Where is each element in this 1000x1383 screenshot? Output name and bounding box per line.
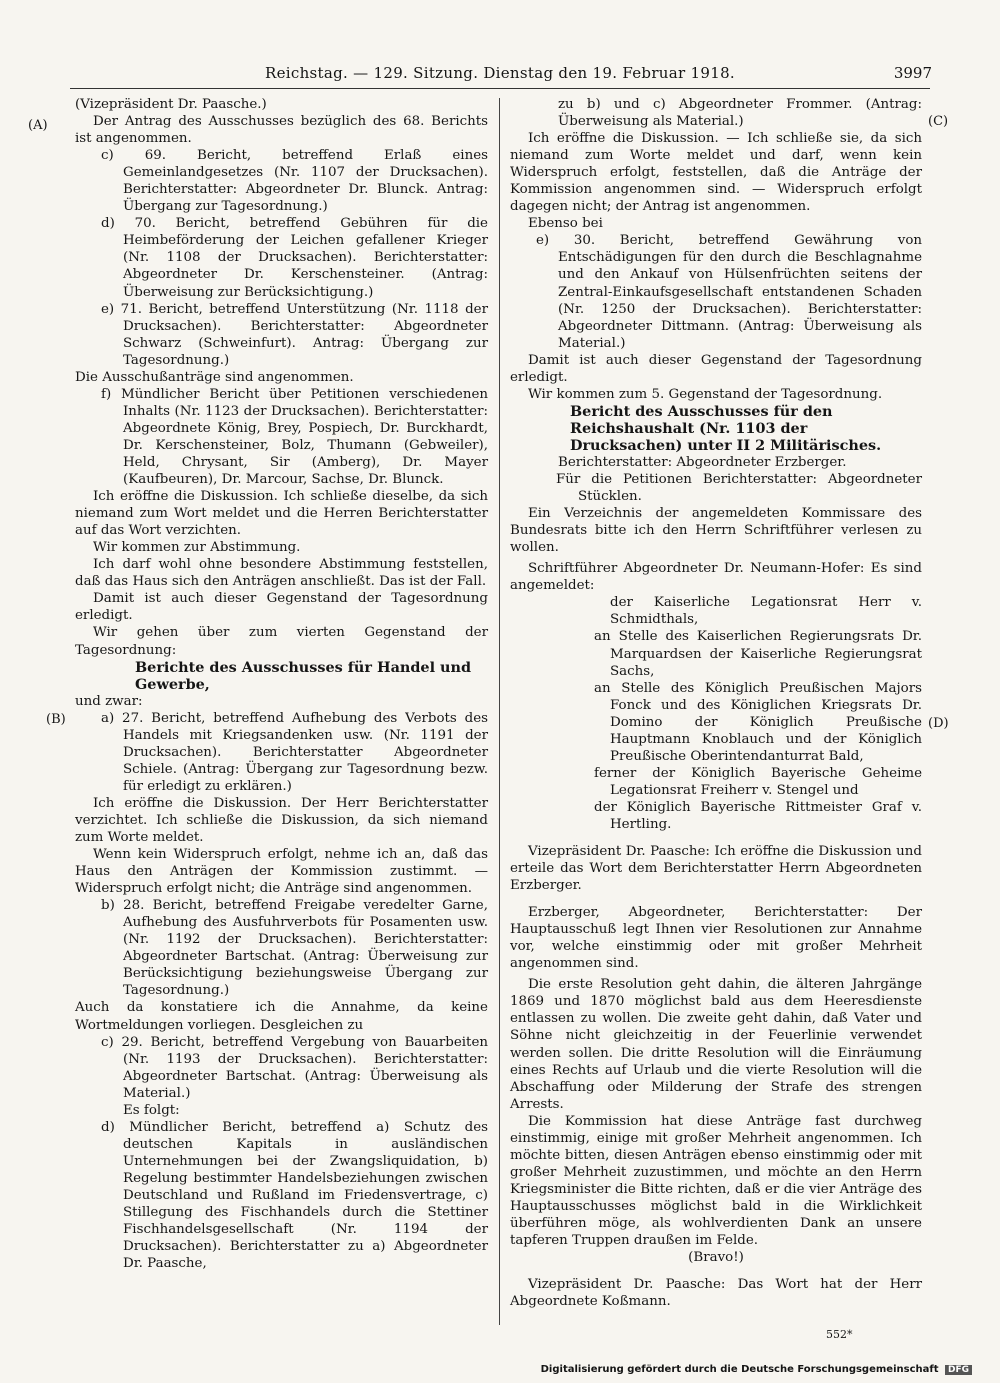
paragraph: Ich darf wohl ohne besondere Abstimmung feststellen, daß das Haus sich den Anträgen anschließt. Das ist der Fall. <box>75 557 488 590</box>
credit-text: Digitalisierung gefördert durch die Deutsche Forschungsgemeinschaft <box>540 1364 939 1375</box>
report-item: f) Mündlicher Bericht über Petitionen verschiedenen Inhalts (Nr. 1123 der Drucksachen). Berichterstatter: Abgeordnete König, Brey, Pospiech, Dr. Burckhardt, Dr. Kerschensteiner, Bolz, Thumann (Gebweiler), Held, Chrysant, Sir (Amberg), Dr. Mayer (Kaufbeuren), Dr. Marcour, Sachse, Dr. Blunck. <box>101 386 488 488</box>
speaker-paragraph: Erzberger, Abgeordneter, Berichterstatter: Der Hauptausschuß legt Ihnen vier Resolutionen zur Annahme vor, welche einstimmig oder mit großer Mehrheit angenommen sind. <box>510 905 922 972</box>
paragraph: Wir kommen zur Abstimmung. <box>93 540 301 556</box>
sheet-number: 552* <box>826 1328 853 1341</box>
list-item: an Stelle des Kaiserlichen Regierungsrats Dr. Marquardsen der Kaiserliche Regierungsrat Sachs, <box>594 629 922 679</box>
report-item: c) 29. Bericht, betreffend Vergebung von Bauarbeiten (Nr. 1193 der Drucksachen). Berichterstatter: Abgeordneter Bartschat. (Antrag: Überweisung als Material.) <box>101 1034 488 1101</box>
list-item: an Stelle des Königlich Preußischen Majors Fonck und des Königlichen Kriegsrats Dr. Domino der Königlich Preußische Hauptmann Knoblauch und der Königlich Preußische Oberintendanturrat Bald, <box>594 680 922 764</box>
page-number: 3997 <box>893 64 932 82</box>
report-item: d) Mündlicher Bericht, betreffend a) Schutz des deutschen Kapitals in ausländischen Unternehmungen bei der Zwangsliquidation, b) Regelung bestimmter Handelsbeziehungen zwischen Deutschland und Rußland im Friedensvertrage, c) Stillegung des Fischhandels durch die Stettiner Fischhandelsgesellschaft (Nr. 1194 der Drucksachen). Berichterstatter zu a) Abgeordneter Dr. Paasche, <box>101 1119 488 1272</box>
right-column <box>510 96 922 1310</box>
paragraph: Es folgt: <box>123 1102 180 1118</box>
report-item: a) 27. Bericht, betreffend Aufhebung des Verbots des Handels mit Kriegsandenken usw. (Nr. 1191 der Drucksachen). Berichterstatter Abgeordneter Schiele. (Antrag: Übergang zur Tagesordnung bezw. für erledigt zu erklären.) <box>101 710 488 794</box>
paragraph: Ein Verzeichnis der angemeldeten Kommissare des Bundesrats bitte ich den Herrn Schriftführer verlesen zu wollen. <box>510 506 922 556</box>
report-item: e) 30. Bericht, betreffend Gewährung von Entschädigungen für den durch die Beschlagnahme und den Ankauf von Hülsenfrüchten seitens der Zentral-Einkaufsgesellschaft entstandenen Schaden (Nr. 1250 der Drucksachen). Berichterstatter: Abgeordneter Dittmann. (Antrag: Überweisung als Material.) <box>536 233 922 351</box>
digitization-credit <box>541 1364 972 1375</box>
paragraph: Die Kommission hat diese Anträge fast durchweg einstimmig, einige mit großer Mehrheit angenommen. Ich möchte bitten, diesen Anträgen ebenso einstimmig oder mit großer Mehrheit zuzustimmen, und möchte an den Herrn Kriegsminister die Bitte richten, daß er die vier Anträge des Hauptausschusses möglichst bald in die Wirklichkeit überführen möge, als wohlverdienten Dank an unsere tapferen Truppen draußen im Felde. <box>510 1113 922 1249</box>
speaker-paragraph: Schriftführer Abgeordneter Dr. Neumann-Hofer: Es sind angemeldet: <box>510 561 922 594</box>
report-item: b) 28. Bericht, betreffend Freigabe veredelter Garne, Aufhebung des Ausfuhrverbots für Posamenten usw. (Nr. 1192 der Drucksachen). Berichterstatter: Abgeordneter Bartschat. (Antrag: Überweisung zur Berücksichtigung beziehungsweise Übergang zur Tagesordnung.) <box>101 898 488 999</box>
paragraph: Die erste Resolution geht dahin, die älteren Jahrgänge 1869 und 1870 möglichst bald aus dem Heeresdienste entlassen zu wollen. Die zweite geht dahin, daß Vater und Söhne nicht gleichzeitig in der Feuerlinie verwendet werden sollen. Die dritte Resolution will die Einräumung eines Rechts auf Urlaub und die vierte Resolution will die Abschaffung oder Milderung der Strafe des strengen Arrests. <box>510 977 922 1112</box>
paragraph: Die Ausschußanträge sind angenommen. <box>75 369 354 385</box>
paragraph: Damit ist auch dieser Gegenstand der Tagesordnung erledigt. <box>510 352 922 385</box>
running-header <box>70 62 930 89</box>
report-item-continued: zu b) und c) Abgeordneter Frommer. (Antrag: Überweisung als Material.) <box>558 97 922 130</box>
section-heading: Bericht des Ausschusses für den Reichshaushalt (Nr. 1103 der Drucksachen) unter II 2 Militärisches. <box>570 402 882 454</box>
margin-mark-a: (A) <box>28 118 48 133</box>
paragraph: Für die Petitionen Berichterstatter: Abgeordneter Stücklen. <box>556 472 922 505</box>
paragraph: Ich eröffne die Diskussion. Der Herr Berichterstatter verzichtet. Ich schließe die Diskussion, da sich niemand zum Worte meldet. <box>75 795 488 846</box>
paragraph: Ich eröffne die Diskussion. Ich schließe dieselbe, da sich niemand zum Wort meldet und die Herren Berichterstatter auf das Wort verzichten. <box>75 489 488 539</box>
speaker-paragraph: Vizepräsident Dr. Paasche: Ich eröffne die Diskussion und erteile das Wort dem Berichterstatter Herrn Abgeordneten Erzberger. <box>510 844 922 894</box>
report-item: e) 71. Bericht, betreffend Unterstützung (Nr. 1118 der Drucksachen). Berichterstatter: Abgeordneter Schwarz (Schweinfurt). Antrag: Übergang zur Tagesordnung.) <box>101 301 488 368</box>
paragraph: Ebenso bei <box>528 216 603 232</box>
paragraph: Der Antrag des Ausschusses bezüglich des 68. Berichts ist angenommen. <box>75 114 488 147</box>
margin-mark-b: (B) <box>46 712 66 727</box>
column-divider <box>499 98 500 1325</box>
list-item: der Kaiserliche Legationsrat Herr v. Schmidthals, <box>610 595 922 628</box>
header-title: Reichstag. — 129. Sitzung. Dienstag den 19. Februar 1918. <box>265 64 735 82</box>
paragraph: Berichterstatter: Abgeordneter Erzberger. <box>558 454 847 470</box>
paragraph: Wir kommen zum 5. Gegenstand der Tagesordnung. <box>528 386 883 402</box>
speaker-note: (Vizepräsident Dr. Paasche.) <box>75 97 267 112</box>
list-item: ferner der Königlich Bayerische Geheime Legationsrat Freiherr v. Stengel und <box>594 765 922 798</box>
list-item: der Königlich Bayerische Rittmeister Graf v. Hertling. <box>594 799 922 832</box>
paragraph: und zwar: <box>75 693 143 709</box>
report-item: d) 70. Bericht, betreffend Gebühren für die Heimbeförderung der Leichen gefallener Krieger (Nr. 1108 der Drucksachen). Berichterstatter: Abgeordneter Dr. Kerschensteiner. (Antrag: Überweisung zur Berücksichtigung.) <box>101 216 488 300</box>
speaker-paragraph: Vizepräsident Dr. Paasche: Das Wort hat der Herr Abgeordnete Koßmann. <box>510 1277 922 1310</box>
margin-mark-c: (C) <box>928 114 949 129</box>
dfg-logo: DFG <box>945 1365 972 1375</box>
interjection: (Bravo!) <box>688 1250 744 1266</box>
report-item: c) 69. Bericht, betreffend Erlaß eines Gemeinlandgesetzes (Nr. 1107 der Drucksachen). Berichterstatter: Abgeordneter Dr. Blunck. Antrag: Übergang zur Tagesordnung.) <box>101 148 488 215</box>
paragraph: Damit ist auch dieser Gegenstand der Tagesordnung erledigt. <box>75 591 488 624</box>
paragraph: Wir gehen über zum vierten Gegenstand der Tagesordnung: <box>75 625 488 658</box>
paragraph: Ich eröffne die Diskussion. — Ich schließe sie, da sich niemand zum Worte meldet und darf, wenn kein Widerspruch erfolgt, feststellen, daß die Anträge der Kommission angenommen sind. — Widerspruch erfolgt dagegen nicht; der Antrag ist angenommen. <box>510 131 922 215</box>
left-column <box>75 96 488 1272</box>
section-heading: Berichte des Ausschusses für Handel und Gewerbe, <box>135 658 472 693</box>
paragraph: Auch da konstatiere ich die Annahme, da keine Wortmeldungen vorliegen. Desgleichen zu <box>75 1000 488 1033</box>
margin-mark-d: (D) <box>928 716 949 731</box>
paragraph: Wenn kein Widerspruch erfolgt, nehme ich an, daß das Haus den Anträgen der Kommission zustimmt. — Widerspruch erfolgt nicht; die Anträge sind angenommen. <box>75 847 488 897</box>
